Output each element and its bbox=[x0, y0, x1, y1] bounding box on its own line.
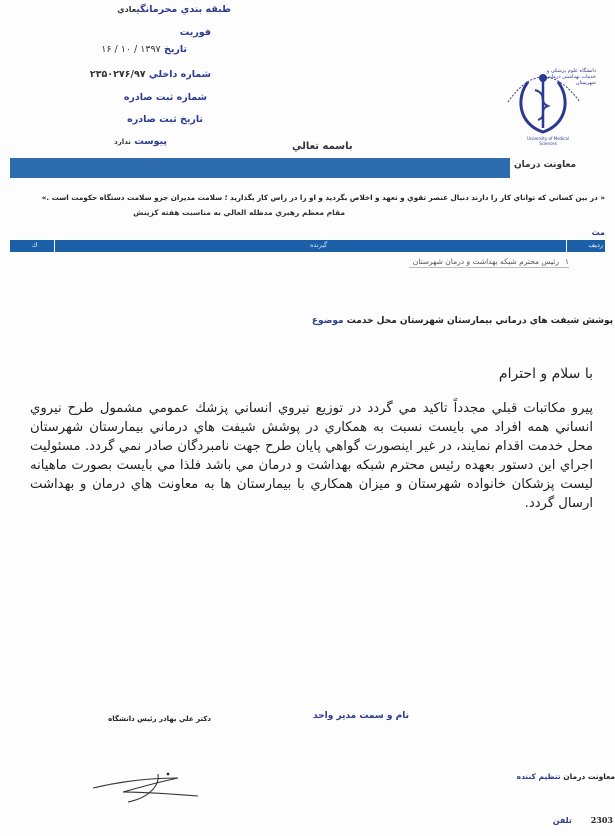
phone-row bbox=[553, 815, 613, 825]
logo-caption: دانشگاه علوم پزشکی و خدمات بهداشتی درمانی شهرستان bbox=[546, 68, 596, 86]
recipient-row-number: ۱ bbox=[564, 257, 569, 266]
drafter-value: معاونت درمان bbox=[563, 772, 615, 781]
drafter-label: تنظيم كننده bbox=[516, 772, 561, 781]
university-logo bbox=[488, 62, 598, 152]
date-value: ۱۳۹۷ / ۱۰ / ۱۶ bbox=[101, 44, 161, 55]
quote-attribution: مقام معظم رهبري مدظله العالي به مناسبت هفته كزينش bbox=[133, 208, 345, 217]
department-label: معاونت درمان bbox=[514, 160, 577, 170]
classification-label: طبقه بندي محرمانگي bbox=[136, 4, 231, 15]
drafter-row bbox=[517, 772, 615, 781]
internal-number-row bbox=[90, 69, 211, 80]
date-label: تاريخ bbox=[163, 44, 187, 55]
subject-label: موضوع bbox=[311, 316, 344, 326]
phone-label: تلفن bbox=[552, 816, 572, 825]
internal-number-value: ۲۳۵۰۲۷۶/۹۷ bbox=[89, 69, 146, 80]
recipient-row bbox=[409, 257, 569, 268]
subject-row bbox=[312, 316, 613, 326]
attachment-value: ندارد bbox=[114, 138, 131, 146]
col-row-label: رديف bbox=[588, 241, 603, 249]
col-copy-label: ك bbox=[32, 241, 38, 249]
date-row bbox=[101, 44, 187, 55]
priority-label: فوريت bbox=[179, 27, 211, 38]
reg-date-label: تاريخ ثبت صادره bbox=[127, 114, 203, 125]
classification-value: عادي bbox=[117, 5, 137, 14]
classification-row bbox=[117, 4, 231, 15]
internal-number-label: شماره داخلي bbox=[148, 69, 211, 80]
reference-code: 2303 bbox=[590, 815, 613, 825]
letter-body: پيرو مكاتبات قبلي مجدداً تاكيد مي گردد در توزيع نيروي انساني پزشك عمومي مشمول طرح نيروي انساني همه افراد مي بايست نسبت به همكاري در پوشش شيفت هاي درماني بيمارستان شهرستان محل خدمت اقدام نمايند، در غير اينصورت گواهي پايان طرح جهت نامبردگان صادر نمي گردد. مسئوليت اجراي اين دستور بعهده رئيس محترم شبكه بهداشت و درمان مي باشد فلذا مي بايست بصورت ماهيانه ليست پزشكان خانواده شهرستان و ميزان همكاري با بيمارستان ها به معاونت هاي درمان و بهداشت ارسال گردد. bbox=[30, 401, 593, 511]
subject-text: پوشش شيفت هاي درماني بيمارستان شهرستان محل خدمت bbox=[346, 316, 613, 326]
recipient-row-text: رئيس محترم شبكه بهداشت و درمان شهرستان bbox=[412, 257, 559, 266]
header-band bbox=[10, 158, 510, 178]
handwritten-signature bbox=[88, 768, 208, 818]
manager-title-label: نام و سمت مدير واحد bbox=[312, 711, 409, 721]
attachment-label: پيوست bbox=[134, 136, 167, 147]
signer-name: دكتر علي بهادر رئيس دانشگاه bbox=[108, 715, 211, 723]
recipients-header bbox=[10, 240, 605, 252]
margin-label-recipient: مت bbox=[591, 228, 605, 237]
col-recipient-label: گيرنده bbox=[310, 241, 328, 249]
attachment-row bbox=[114, 136, 167, 147]
reg-number-label: شماره ثبت صادره bbox=[123, 92, 207, 103]
basmala: باسمه تعالي bbox=[292, 141, 353, 152]
greeting: با سلام و احترام bbox=[498, 366, 593, 382]
leadership-quote: « در بين كساني كه تواناي كار را دارند دنبال عنصر تقوي و تعهد و اخلاص بگرديد و او را در راس كار بگذاريد ؛ سلامت مديران جزو سلامت دستگاه حكومت است .» bbox=[41, 193, 605, 202]
logo-caption-en: University of Medical Sciences bbox=[527, 136, 569, 146]
